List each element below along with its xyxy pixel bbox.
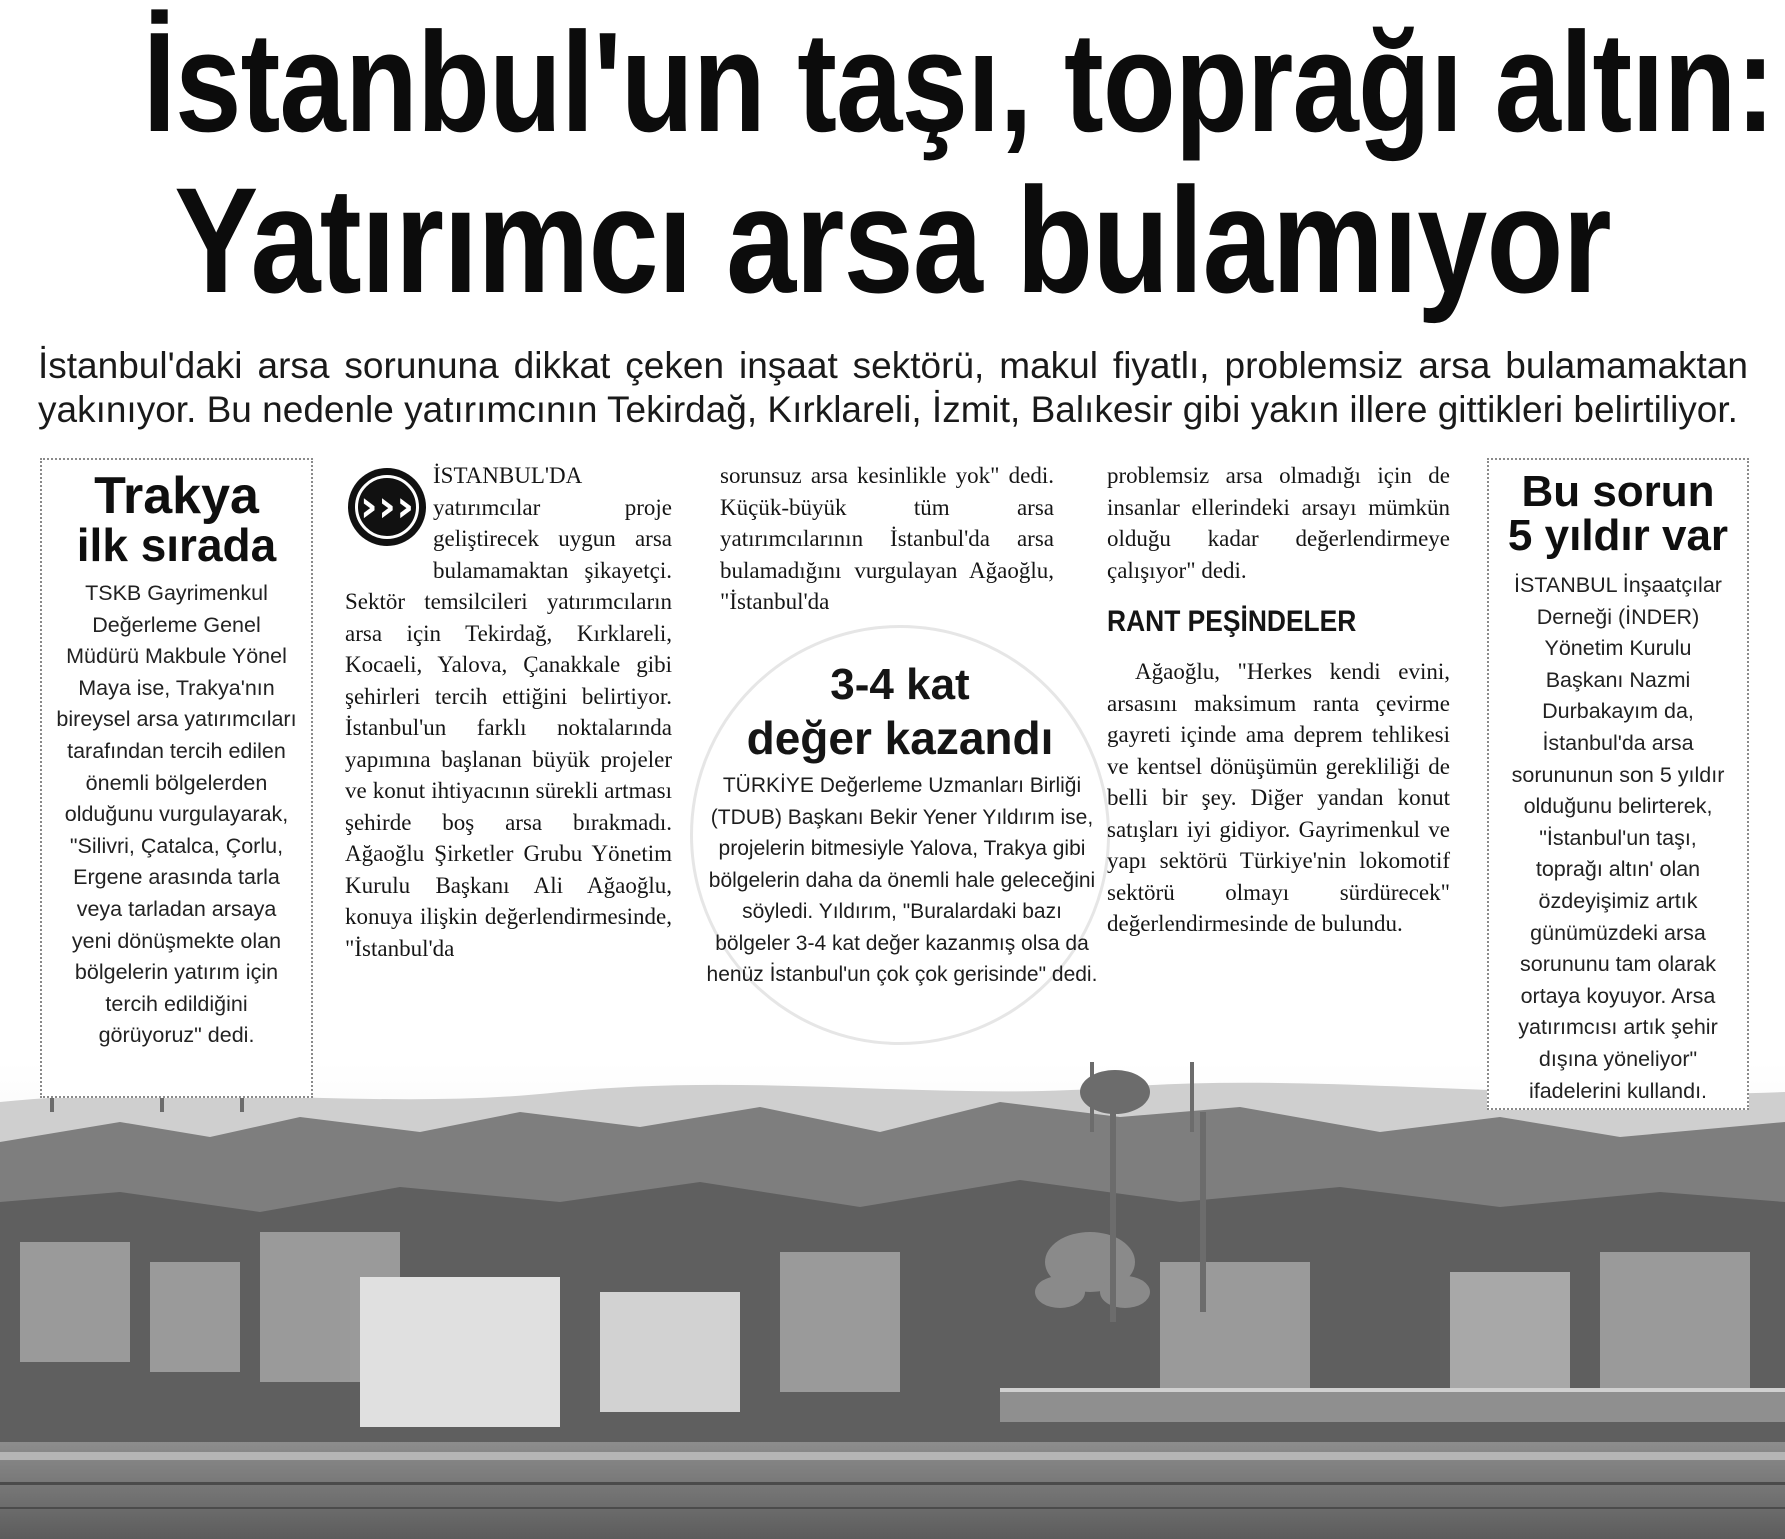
center-box-title-1: 3-4 kat (830, 660, 970, 709)
article-column-1-text: yatırımcılar proje geliştirecek uygun arsa bulamamaktan şikayetçi. Sektör temsilcileri yatırımcıların arsa için Tekirdağ, Kırklareli, Kocaeli, Yalova, Çanakkale gibi şehirleri tercih ettiğini belirtiyor. İstanbul'un farklı noktalarında yapımına başlanan büyük projeler ve konut ihtiyacının sürekli artması şehirde boş arsa bırakmadı. Ağaoğlu Şirketler Grubu Yönetim Kurulu Başkanı Ali Ağaoğlu, konuya ilişkin değerlendirmesinde, "İstanbul'da (345, 494, 672, 961)
headline-line-1: İstanbul'un taşı, toprağı altın: (142, 3, 1775, 162)
headline-line-2: Yatırımcı arsa bulamıyor (174, 156, 1611, 324)
center-box-title-2: değer kazandı (746, 712, 1054, 764)
sidebar-trakya-title-1: Trakya (94, 467, 259, 525)
article-column-2-top: sorunsuz arsa kesinlikle yok" dedi. Küçük-büyük tüm arsa yatırımcılarının İstanbul'da arsa bulamadığını vurgulayan Ağaoğlu, "İstanbul'da (720, 463, 1054, 614)
double-chevron-icon: ››› (355, 475, 419, 539)
center-box-body: TÜRKİYE Değerleme Uzmanları Birliği (TDUB) Başkanı Bekir Yener Yıldırım ise, projelerin bitmesiyle Yalova, Trakya gibi bölgelerin daha da önemli hale geleceğini söyledi. Yıldırım, "Buralardaki bazı bölgeler 3-4 kat değer kazanmış olsa da henüz İstanbul'un çok çok gerisinde" dedi. (706, 774, 1098, 986)
sidebar-bu-sorun (1487, 458, 1749, 1110)
article-subhead-rant: RANT PEŞİNDELER (1107, 605, 1357, 638)
article-lead-word: İSTANBUL'DA (433, 463, 581, 488)
sidebar-trakya (40, 458, 313, 1098)
article-column-3-bottom: Ağaoğlu, "Herkes kendi evini, arsasını maksimum ranta çevirme gayreti içinde ama deprem tehlikesi ve kentsel dönüşümün gerekliliği de belli bir şey. Diğer yandan konut satışları iyi gidiyor. Gayrimenkul ve yapı sektörü Türkiye'nin lokomotif sektörü olmayı sürdürecek" değerlendirmesinde de bulundu. (1107, 659, 1450, 936)
lead-paragraph: İstanbul'daki arsa sorununa dikkat çeken inşaat sektörü, makul fiyatlı, problemsiz arsa bulamamaktan yakınıyor. Bu nedenle yatırımcının Tekirdağ, Kırklareli, İzmit, Balıkesir gibi yakın illere gittikleri belirtiliyor. (38, 345, 1748, 430)
sidebar-bu-sorun-title-1: Bu sorun (1521, 467, 1715, 516)
article-column-1 (345, 460, 672, 964)
article-column-3-top: problemsiz arsa olmadığı için de insanlar ellerindeki arsayı mümkün olduğu kadar değerlendirmeye çalışıyor" dedi. (1107, 463, 1450, 583)
istanbul-cityscape-photo (0, 1062, 1785, 1539)
sidebar-trakya-title-2: ilk sırada (76, 519, 277, 571)
sidebar-bu-sorun-body: İSTANBUL İnşaatçılar Derneği (İNDER) Yönetim Kurulu Başkanı Nazmi Durbakayım da, İstanbul'da arsa sorununun son 5 yıldır olduğunu belirterek, "İstanbul'un taşı, toprağı altın' olan özdeyişimiz artık günümüzdeki arsa sorununu tam olarak ortaya koyuyor. Arsa yatırımcısı artık şehir dışına yöneliyor" ifadelerini kullandı. (1511, 573, 1725, 1103)
sidebar-bu-sorun-title-2: 5 yıldır var (1507, 511, 1729, 560)
sidebar-trakya-body: TSKB Gayrimenkul Değerleme Genel Müdürü Makbule Yönel Maya ise, Trakya'nın bireysel arsa yatırımcıları tarafından tercih edilen önemli bölgelerden olduğunu vurgulayarak, "Silivri, Çatalca, Çorlu, Ergene arasında tarla veya tarladan arsaya yeni dönüşmekte olan bölgelerin yatırım için tercih edildiğini görüyoruz" dedi. (56, 581, 297, 1048)
